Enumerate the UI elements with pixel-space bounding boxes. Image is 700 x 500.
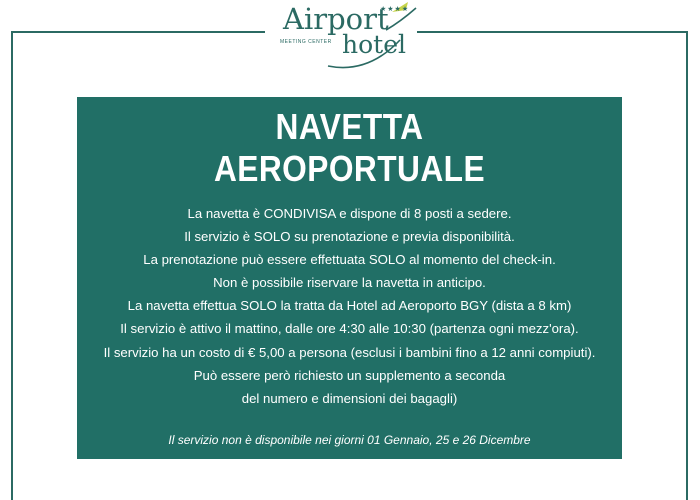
- info-line: Il servizio è attivo il mattino, dalle ore 4:30 alle 10:30 (partenza ogni mezz'ora).: [120, 321, 579, 337]
- frame-top-border-right: [417, 31, 688, 33]
- info-line: La prenotazione può essere effettuata SOLO al momento del check-in.: [143, 252, 556, 268]
- logo-stars: ★★★★: [380, 5, 410, 13]
- frame-top-border-left: [11, 31, 265, 33]
- info-line: Non è possibile riservare la navetta in anticipo.: [213, 275, 486, 291]
- panel-title-line1: NAVETTA: [275, 106, 424, 147]
- panel-title-line2: AEROPORTUALE: [213, 148, 486, 189]
- hotel-logo: [268, 0, 418, 72]
- shuttle-info-panel: [77, 97, 622, 459]
- frame-right-border: [686, 31, 688, 500]
- logo-subtitle: MEETING CENTER: [280, 39, 332, 45]
- info-line: La navetta effettua SOLO la tratta da Hotel ad Aeroporto BGY (dista a 8 km): [127, 298, 572, 314]
- availability-note: Il servizio non è disponibile nei giorni 01 Gennaio, 25 e 26 Dicembre: [168, 433, 531, 447]
- panel-body: [77, 202, 622, 410]
- logo-name-line2: hotel: [342, 30, 406, 59]
- info-line: Il servizio ha un costo di € 5,00 a persona (esclusi i bambini fino a 12 anni compiuti).: [103, 344, 596, 360]
- info-line: del numero e dimensioni dei bagagli): [241, 390, 458, 406]
- info-line: Può essere però richiesto un supplemento a seconda: [193, 367, 506, 383]
- info-line: La navetta è CONDIVISA e dispone di 8 posti a sedere.: [187, 206, 512, 221]
- panel-title: [110, 97, 590, 190]
- frame-left-border: [11, 31, 13, 500]
- logo-name-line1: Airport: [283, 2, 389, 36]
- info-line: Il servizio è SOLO su prenotazione e previa disponibilità.: [184, 229, 515, 245]
